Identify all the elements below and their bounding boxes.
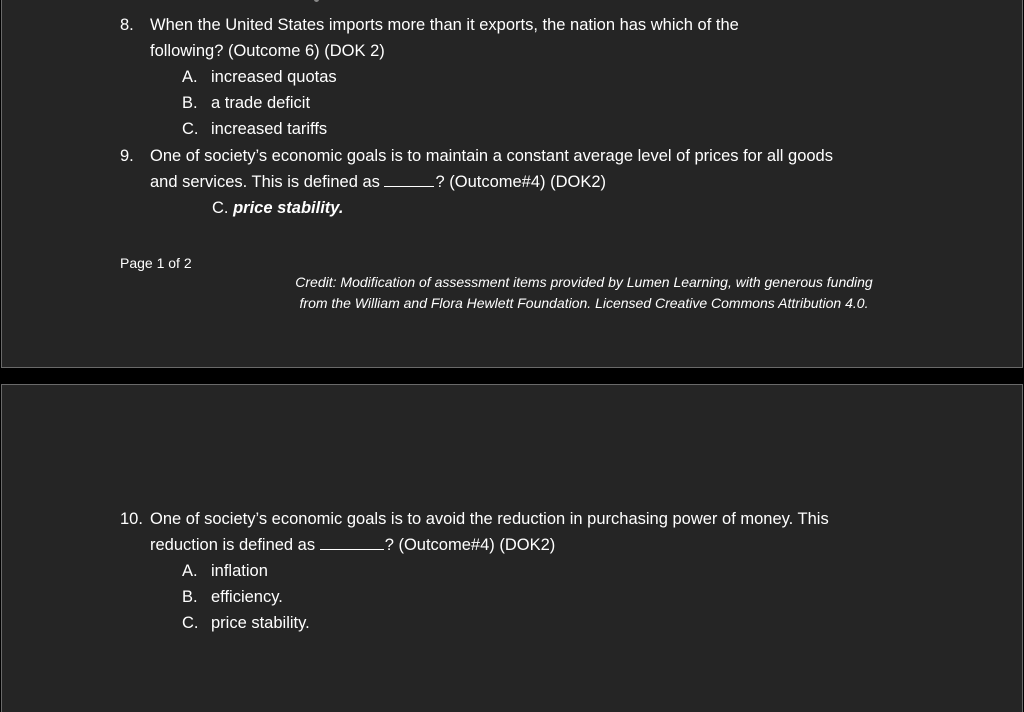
question-10: [120, 506, 829, 558]
answer-blank: [384, 172, 434, 187]
question-number: 8.: [120, 16, 134, 34]
page-number: Page 1 of 2: [120, 255, 192, 271]
credit-note: Credit: Modification of assessment items provided by Lumen Learning, with generous funding from the William and Flora Hewlett Foundation. Licensed Creative Commons Attribution 4.0.: [295, 274, 873, 311]
document-page-1: [1, 0, 1023, 368]
answer-blank: [320, 535, 384, 550]
option-a: A. increased quotas: [182, 68, 337, 86]
question-text-line-1: One of society’s economic goals is to maintain a constant average level of prices for all goods: [150, 147, 833, 165]
question-8: [120, 12, 739, 64]
question-number: 10.: [120, 510, 143, 528]
document-page-2: [1, 384, 1023, 712]
option-c: C. price stability.: [182, 614, 310, 632]
option-c: C. increased tariffs: [182, 120, 328, 138]
clipped-text-fragment: [314, 0, 319, 2]
question-number: 9.: [120, 147, 134, 165]
option-b: B. efficiency.: [182, 588, 283, 606]
question-text-line-1: One of society’s economic goals is to avoid the reduction in purchasing power of money. This: [150, 510, 829, 528]
question-text-line-2: following? (Outcome 6) (DOK 2): [150, 42, 385, 60]
question-text-line-2: and services. This is defined as ? (Outcome#4) (DOK2): [150, 173, 607, 191]
answer-c: C. price stability.: [212, 199, 344, 217]
question-9: [120, 143, 833, 195]
question-text-line-2: reduction is defined as ? (Outcome#4) (DOK2): [150, 536, 556, 554]
option-b: B. a trade deficit: [182, 94, 311, 112]
option-a: A. inflation: [182, 562, 268, 580]
question-text-line-1: When the United States imports more than it exports, the nation has which of the: [150, 16, 739, 34]
